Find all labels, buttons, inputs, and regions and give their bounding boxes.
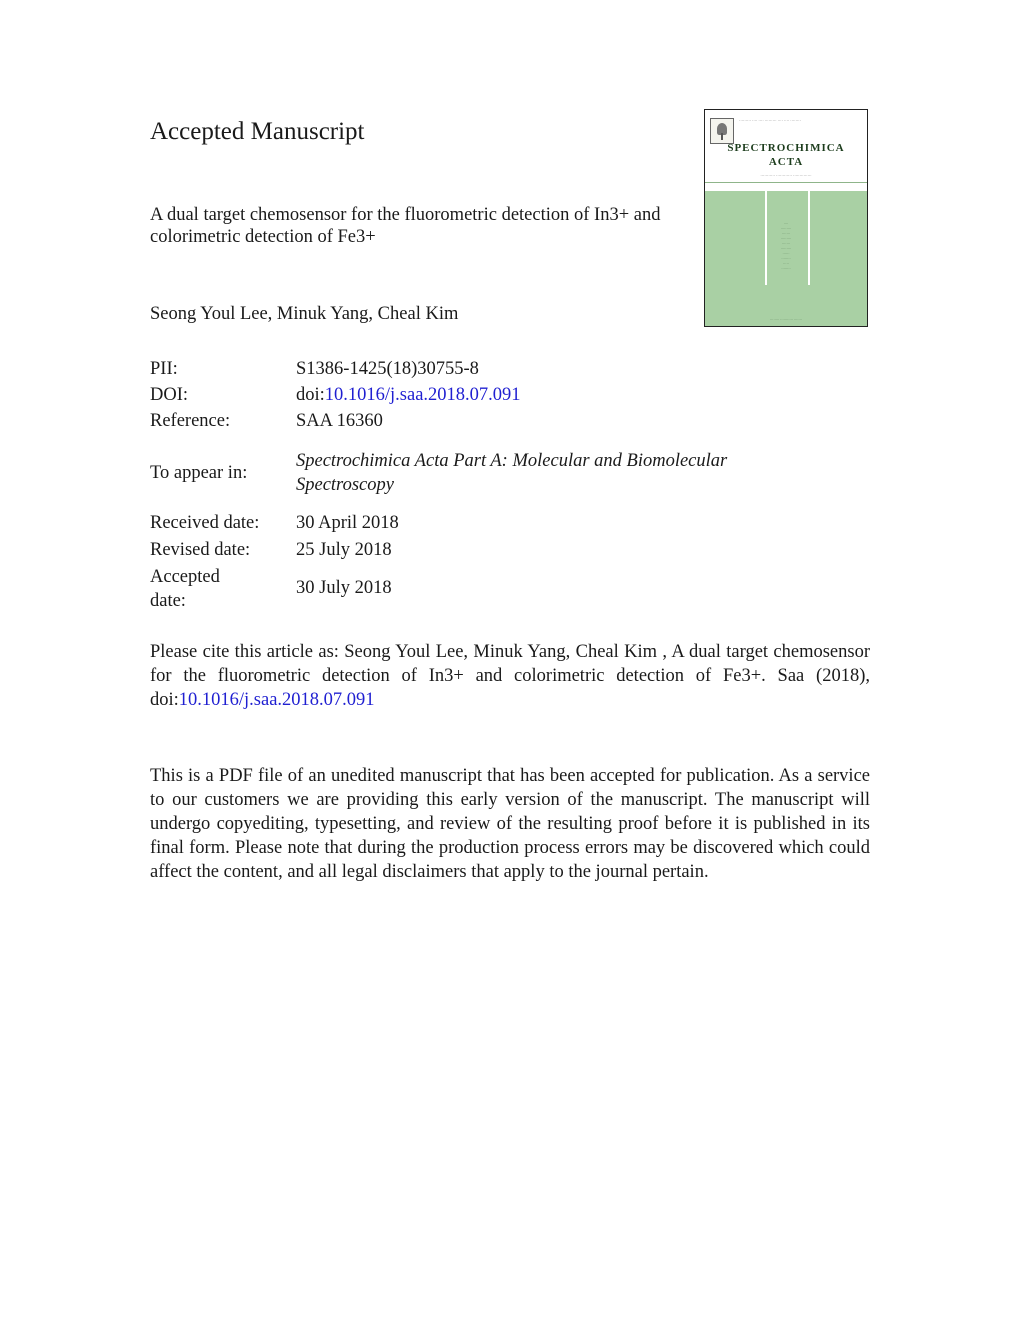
revised-date-value: 25 July 2018 [296,540,392,560]
doi-prefix: doi: [296,385,325,405]
doi-link[interactable]: 10.1016/j.saa.2018.07.091 [324,385,521,405]
elsevier-logo-icon [710,118,734,144]
journal-name-line1: Spectrochimica Acta Part A: Molecular and Biomolecular [296,451,728,471]
cover-header [705,110,867,182]
cover-journal-title-line1: SPECTROCHIMICA [727,142,845,154]
accepted-date-label-line1: Accepted [150,567,220,587]
received-date-label: Received date: [150,513,260,533]
reference-value: SAA 16360 [296,411,383,431]
doi-value [296,383,521,407]
citation-text: Please cite this article as: Seong Youl Lee, Minuk Yang, Cheal Kim , A dual target chemosensor for the fluorometric detection of In3+ and colorimetric detection of Fe3+. Saa (2018), doi: [150,642,870,710]
journal-name-line2: Spectroscopy [296,475,394,495]
author-list: Seong Youl Lee, Minuk Yang, Cheal Kim [150,304,459,324]
pii-value: S1386-1425(18)30755-8 [296,359,479,379]
cover-journal-title-line2: ACTA [768,156,804,168]
disclaimer-paragraph: This is a PDF file of an unedited manuscript that has been accepted for publication. As a service to our customers we are providing this early version of the manuscript. The manuscript will undergo copyediting, typesetting, and review of the resulting proof before it is published in its final form. Please note that during the production process errors may be discovered which could affect the content, and all legal disclaimers that apply to the journal pertain. [150,766,870,882]
reference-label: Reference: [150,411,231,431]
page-heading: Accepted Manuscript [150,118,365,145]
revised-date-label: Revised date: [150,540,251,560]
journal-cover-image [704,109,868,327]
appear-in-label: To appear in: [150,463,248,483]
accepted-date-value: 30 July 2018 [296,578,392,598]
cover-footer: ········ ··········· ······· [769,318,803,322]
cover-editors-list: ···· ········· ······· ········· ······· ········· ······ ········ ····· ········ [780,222,792,271]
cover-band [705,182,867,191]
citation-paragraph [150,640,870,712]
citation-doi-link[interactable]: 10.1016/j.saa.2018.07.091 [178,690,375,710]
cover-subtitle: ··········· ············ ·············· [760,173,812,178]
received-date-value: 30 April 2018 [296,513,399,533]
article-title: A dual target chemosensor for the fluorometric detection of In3+ and colorimetric detection of Fe3+ [150,205,661,247]
accepted-date-label-line2: date: [150,591,186,611]
pii-label: PII: [150,359,178,379]
cover-volume-info: ········· ···· ···· ········· ···· ···· ········ [739,118,801,123]
doi-label: DOI: [150,385,189,405]
